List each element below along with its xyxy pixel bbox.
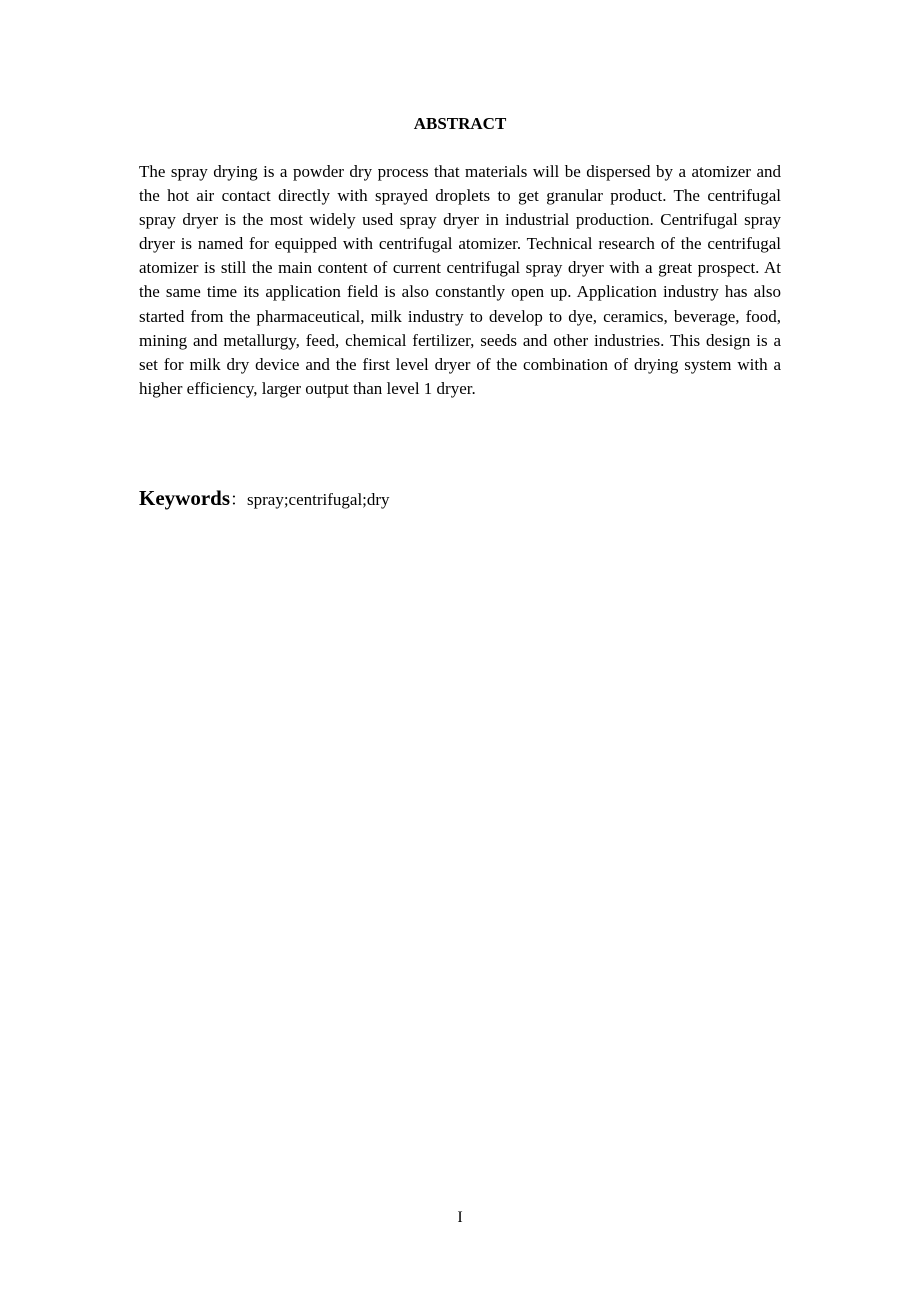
- page-number: I: [457, 1209, 463, 1226]
- keywords-separator: ：: [230, 490, 247, 509]
- abstract-body: The spray drying is a powder dry process that materials will be dispersed by a atomizer and the hot air contact directly with sprayed droplets to get granular product. The centrifugal spray dryer is the most widely used spray dryer in industrial production. Centrifugal spray dryer is named for equipped with centrifugal atomizer. Technical research of the centrifugal atomizer is still the main content of current centrifugal spray dryer with a great prospect. At the same time its application field is also constantly open up. Application industry has also started from the pharmaceutical, milk industry to develop to dye, ceramics, beverage, food, mining and metallurgy, feed, chemical fertilizer, seeds and other industries. This design is a set for milk dry device and the first level dryer of the combination of drying system with a higher efficiency, larger output than level 1 dryer.: [139, 162, 781, 398]
- abstract-heading: ABSTRACT: [413, 114, 507, 133]
- keywords-line: [139, 484, 781, 514]
- keywords-label: Keywords: [139, 486, 230, 510]
- keywords-values: spray;centrifugal;dry: [247, 490, 390, 509]
